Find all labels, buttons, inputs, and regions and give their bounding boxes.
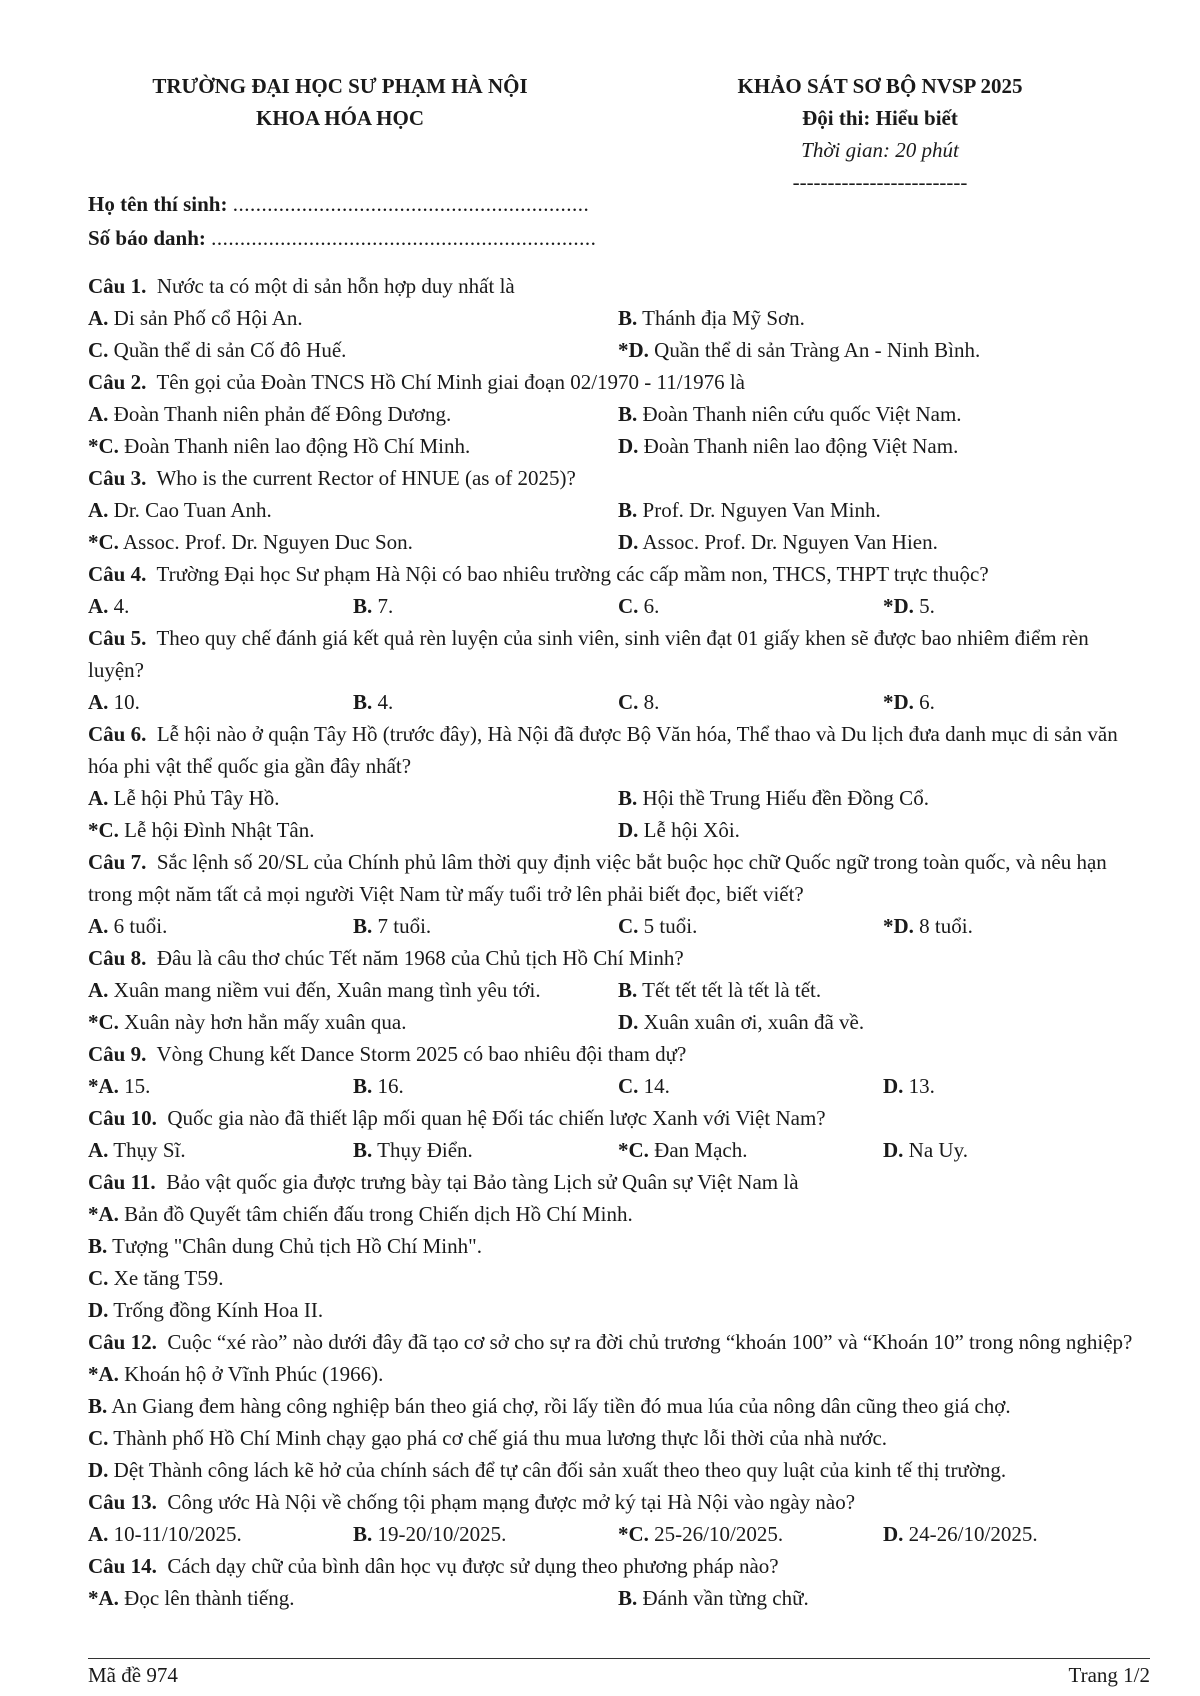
option-mark: A.: [88, 402, 109, 426]
option-text: Xuân này hơn hẳn mấy xuân qua.: [124, 1010, 407, 1034]
question-13: [88, 1486, 1148, 1550]
answer-option: [88, 1582, 618, 1614]
option-text: 7.: [377, 594, 394, 618]
question-stem: [88, 846, 1148, 910]
question-label: Câu 2.: [88, 370, 147, 394]
option-list: [88, 782, 1148, 846]
option-text: Đoàn Thanh niên lao động Hồ Chí Minh.: [124, 434, 471, 458]
answer-option: [618, 974, 1148, 1006]
option-text: Tượng "Chân dung Chủ tịch Hồ Chí Minh".: [112, 1234, 482, 1258]
option-text: 8 tuổi.: [919, 914, 973, 938]
question-text: Vòng Chung kết Dance Storm 2025 có bao nhiêu đội tham dự?: [156, 1042, 687, 1066]
question-label: Câu 4.: [88, 562, 147, 586]
answer-option: [883, 590, 1148, 622]
answer-option: [883, 910, 1148, 942]
option-list: [88, 1518, 1148, 1550]
question-text: Who is the current Rector of HNUE (as of 2025)?: [156, 466, 576, 490]
option-text: Đoàn Thanh niên cứu quốc Việt Nam.: [642, 402, 962, 426]
answer-option: [88, 430, 618, 462]
option-mark: C.: [88, 1266, 109, 1290]
candidate-id-blank: ...................................................................: [211, 226, 597, 250]
option-mark: A.: [88, 306, 109, 330]
candidate-name-label: Họ tên thí sinh:: [88, 192, 228, 216]
option-text: Đoàn Thanh niên phản đế Đông Dương.: [113, 402, 452, 426]
option-mark: D.: [88, 1458, 109, 1482]
question-label: Câu 10.: [88, 1106, 157, 1130]
answer-option: [353, 1070, 618, 1102]
answer-option: [88, 1454, 1148, 1486]
question-12: [88, 1326, 1148, 1486]
option-mark: A.: [88, 786, 109, 810]
option-mark: *C.: [618, 1138, 649, 1162]
answer-option: [88, 1294, 1148, 1326]
question-1: [88, 270, 1148, 366]
question-stem: [88, 270, 1148, 302]
question-label: Câu 14.: [88, 1554, 157, 1578]
option-mark: *C.: [88, 818, 119, 842]
option-mark: C.: [618, 1074, 639, 1098]
question-8: [88, 942, 1148, 1038]
option-text: 6 tuổi.: [113, 914, 168, 938]
answer-option: [353, 1518, 618, 1550]
option-mark: B.: [618, 1586, 638, 1610]
answer-option: [88, 814, 618, 846]
option-text: An Giang đem hàng công nghiệp bán theo giá chợ, rồi lấy tiền đó mua lúa của nông dân cũng theo giá chợ.: [111, 1394, 1011, 1418]
question-text: Tên gọi của Đoàn TNCS Hồ Chí Minh giai đoạn 02/1970 - 11/1976 là: [156, 370, 746, 394]
question-text: Bảo vật quốc gia được trưng bày tại Bảo tàng Lịch sử Quân sự Việt Nam là: [166, 1170, 799, 1194]
question-stem: [88, 1102, 1148, 1134]
option-mark: B.: [353, 594, 373, 618]
question-stem: [88, 1550, 1148, 1582]
option-text: 10.: [113, 690, 140, 714]
answer-option: [618, 1006, 1148, 1038]
question-text: Lễ hội nào ở quận Tây Hồ (trước đây), Hà Nội đã được Bộ Văn hóa, Thể thao và Du lịch đưa danh mục di sản văn hóa phi vật thể quốc gia gần đây nhất?: [88, 722, 1118, 778]
option-text: 25-26/10/2025.: [654, 1522, 784, 1546]
answer-option: [88, 334, 618, 366]
option-mark: B.: [353, 690, 373, 714]
time-limit: Thời gian: 20 phút: [801, 138, 959, 162]
footer-divider: [88, 1658, 1150, 1659]
answer-option: [353, 1134, 618, 1166]
option-text: 15.: [124, 1074, 151, 1098]
option-mark: B.: [88, 1394, 108, 1418]
answer-option: [88, 590, 353, 622]
question-text: Cách dạy chữ của bình dân học vụ được sử dụng theo phương pháp nào?: [167, 1554, 779, 1578]
option-mark: C.: [618, 914, 639, 938]
option-text: 6.: [643, 594, 660, 618]
option-list: [88, 398, 1148, 462]
option-mark: A.: [88, 690, 109, 714]
option-text: Xuân xuân ơi, xuân đã về.: [643, 1010, 865, 1034]
option-text: Dệt Thành công lách kẽ hở của chính sách để tự cân đối sản xuất theo theo quy luật của kinh tế thị trường.: [113, 1458, 1007, 1482]
question-3: [88, 462, 1148, 558]
answer-option: [88, 1518, 353, 1550]
answer-option: [618, 334, 1148, 366]
option-text: Thụy Sĩ.: [113, 1138, 186, 1162]
question-text: Nước ta có một di sản hỗn hợp duy nhất là: [156, 274, 515, 298]
option-mark: A.: [88, 1138, 109, 1162]
school-name: TRƯỜNG ĐẠI HỌC SƯ PHẠM HÀ NỘI: [152, 74, 528, 98]
question-stem: [88, 462, 1148, 494]
question-5: [88, 622, 1148, 718]
answer-option: [883, 686, 1148, 718]
question-14: [88, 1550, 1148, 1614]
option-text: Thành phố Hồ Chí Minh chạy gạo phá cơ chế giá thu mua lương thực lỗi thời của nhà nước.: [113, 1426, 888, 1450]
option-text: 4.: [113, 594, 130, 618]
option-text: 5 tuổi.: [643, 914, 698, 938]
option-list: [88, 1070, 1148, 1102]
option-text: 24-26/10/2025.: [908, 1522, 1038, 1546]
option-text: Na Uy.: [908, 1138, 968, 1162]
option-mark: C.: [88, 1426, 109, 1450]
answer-option: [618, 910, 883, 942]
answer-option: [618, 430, 1148, 462]
question-stem: [88, 622, 1148, 686]
question-list: [88, 270, 1148, 1614]
option-text: Assoc. Prof. Dr. Nguyen Van Hien.: [642, 530, 938, 554]
option-text: 13.: [908, 1074, 935, 1098]
header-right: [690, 70, 1070, 198]
option-mark: *A.: [88, 1362, 119, 1386]
option-mark: *C.: [88, 530, 119, 554]
option-mark: A.: [88, 1522, 109, 1546]
option-list: [88, 974, 1148, 1038]
answer-option: [618, 782, 1148, 814]
answer-option: [618, 1582, 1148, 1614]
question-label: Câu 11.: [88, 1170, 156, 1194]
answer-option: [353, 686, 618, 718]
answer-option: [618, 494, 1148, 526]
question-7: [88, 846, 1148, 942]
answer-option: [88, 398, 618, 430]
option-text: Thánh địa Mỹ Sơn.: [642, 306, 805, 330]
team-name: Đội thi: Hiểu biết: [802, 106, 958, 130]
option-mark: B.: [88, 1234, 108, 1258]
option-text: Đoàn Thanh niên lao động Việt Nam.: [643, 434, 959, 458]
option-text: Dr. Cao Tuan Anh.: [113, 498, 272, 522]
exam-code: Mã đề 974: [88, 1663, 178, 1687]
option-text: Xuân mang niềm vui đến, Xuân mang tình yêu tới.: [113, 978, 541, 1002]
candidate-name-field: [88, 192, 589, 217]
answer-option: [88, 1006, 618, 1038]
option-text: 14.: [643, 1074, 670, 1098]
option-text: Đọc lên thành tiếng.: [124, 1586, 295, 1610]
option-mark: D.: [618, 434, 639, 458]
option-mark: D.: [618, 818, 639, 842]
faculty-name: KHOA HÓA HỌC: [255, 106, 425, 130]
header-divider: -------------------------: [792, 170, 968, 194]
option-mark: *D.: [618, 338, 649, 362]
option-text: 6.: [919, 690, 935, 714]
option-mark: *A.: [88, 1202, 119, 1226]
question-label: Câu 5.: [88, 626, 147, 650]
option-mark: D.: [883, 1138, 904, 1162]
candidate-id-field: [88, 226, 596, 251]
answer-option: [88, 1390, 1148, 1422]
option-mark: B.: [618, 786, 638, 810]
option-mark: *D.: [883, 594, 914, 618]
question-10: [88, 1102, 1148, 1166]
question-label: Câu 1.: [88, 274, 147, 298]
question-text: Theo quy chế đánh giá kết quả rèn luyện của sinh viên, sinh viên đạt 01 giấy khen sẽ được bao nhiêm điểm rèn luyện?: [88, 626, 1089, 682]
option-list: [88, 302, 1148, 366]
option-mark: *C.: [618, 1522, 649, 1546]
option-mark: D.: [883, 1074, 904, 1098]
answer-option: [883, 1518, 1148, 1550]
answer-option: [88, 1262, 1148, 1294]
option-mark: B.: [618, 498, 638, 522]
option-mark: *A.: [88, 1586, 119, 1610]
question-text: Quốc gia nào đã thiết lập mối quan hệ Đối tác chiến lược Xanh với Việt Nam?: [167, 1106, 826, 1130]
page-number: Trang 1/2: [1068, 1663, 1150, 1687]
answer-option: [618, 686, 883, 718]
option-text: Assoc. Prof. Dr. Nguyen Duc Son.: [123, 530, 413, 554]
question-label: Câu 3.: [88, 466, 147, 490]
option-mark: B.: [618, 402, 638, 426]
option-mark: *A.: [88, 1074, 119, 1098]
option-mark: D.: [88, 1298, 109, 1322]
option-text: 8.: [643, 690, 660, 714]
option-mark: D.: [618, 1010, 639, 1034]
question-text: Sắc lệnh số 20/SL của Chính phủ lâm thời quy định việc bắt buộc học chữ Quốc ngữ trong toàn quốc, và nêu hạn trong một năm tất cả mọi người Việt Nam từ mấy tuổi trở lên phải biết đọc, biết viết?: [88, 850, 1107, 906]
question-label: Câu 6.: [88, 722, 147, 746]
question-label: Câu 9.: [88, 1042, 147, 1066]
option-text: Lễ hội Phủ Tây Hồ.: [113, 786, 280, 810]
option-text: 4.: [377, 690, 394, 714]
option-mark: *D.: [883, 690, 914, 714]
answer-option: [88, 686, 353, 718]
option-text: Lễ hội Xôi.: [643, 818, 740, 842]
option-list: [88, 590, 1148, 622]
option-list: [88, 494, 1148, 558]
option-mark: C.: [88, 338, 109, 362]
option-text: 10-11/10/2025.: [113, 1522, 242, 1546]
option-text: Hội thề Trung Hiếu đền Đồng Cổ.: [642, 786, 929, 810]
answer-option: [353, 590, 618, 622]
question-stem: [88, 1486, 1148, 1518]
option-text: Trống đồng Kính Hoa II.: [113, 1298, 324, 1322]
answer-option: [618, 590, 883, 622]
candidate-name-blank: ..............................................................: [232, 192, 590, 216]
question-label: Câu 13.: [88, 1490, 157, 1514]
option-text: Lễ hội Đình Nhật Tân.: [124, 818, 315, 842]
option-mark: B.: [353, 1074, 373, 1098]
option-list: [88, 1582, 1148, 1614]
answer-option: [88, 1422, 1148, 1454]
answer-option: [88, 1358, 1148, 1390]
option-mark: B.: [618, 978, 638, 1002]
option-mark: A.: [88, 914, 109, 938]
question-text: Cuộc “xé rào” nào dưới đây đã tạo cơ sở cho sự ra đời chủ trương “khoán 100” và “Khoán 10” trong nông nghiệp?: [167, 1330, 1133, 1354]
option-text: Quần thể di sản Cố đô Huế.: [113, 338, 347, 362]
option-mark: C.: [618, 594, 639, 618]
question-stem: [88, 366, 1148, 398]
option-mark: *C.: [88, 434, 119, 458]
question-text: Công ước Hà Nội về chống tội phạm mạng được mở ký tại Hà Nội vào ngày nào?: [167, 1490, 856, 1514]
answer-option: [88, 974, 618, 1006]
option-text: Tết tết tết là tết là tết.: [642, 978, 822, 1002]
option-text: Đánh vần từng chữ.: [642, 1586, 809, 1610]
answer-option: [618, 1134, 883, 1166]
option-mark: B.: [353, 1522, 373, 1546]
question-6: [88, 718, 1148, 846]
answer-option: [88, 1134, 353, 1166]
option-text: Xe tăng T59.: [113, 1266, 224, 1290]
question-2: [88, 366, 1148, 462]
question-11: [88, 1166, 1148, 1326]
option-mark: *C.: [88, 1010, 119, 1034]
question-stem: [88, 558, 1148, 590]
option-mark: B.: [618, 306, 638, 330]
answer-option: [883, 1134, 1148, 1166]
option-list: [88, 1358, 1148, 1486]
question-stem: [88, 1166, 1148, 1198]
answer-option: [88, 910, 353, 942]
question-stem: [88, 1038, 1148, 1070]
option-mark: C.: [618, 690, 639, 714]
option-text: 16.: [377, 1074, 404, 1098]
answer-option: [618, 814, 1148, 846]
option-text: 7 tuổi.: [377, 914, 432, 938]
question-4: [88, 558, 1148, 622]
option-mark: *D.: [883, 914, 914, 938]
option-list: [88, 910, 1148, 942]
answer-option: [88, 782, 618, 814]
answer-option: [883, 1070, 1148, 1102]
answer-option: [88, 1230, 1148, 1262]
option-list: [88, 686, 1148, 718]
answer-option: [618, 302, 1148, 334]
option-text: 5.: [919, 594, 935, 618]
option-list: [88, 1198, 1148, 1326]
option-text: Prof. Dr. Nguyen Van Minh.: [642, 498, 881, 522]
option-mark: A.: [88, 594, 109, 618]
question-label: Câu 12.: [88, 1330, 157, 1354]
exam-title: KHẢO SÁT SƠ BỘ NVSP 2025: [737, 74, 1023, 98]
option-list: [88, 1134, 1148, 1166]
option-mark: D.: [883, 1522, 904, 1546]
answer-option: [88, 1070, 353, 1102]
option-text: Đan Mạch.: [654, 1138, 748, 1162]
question-stem: [88, 942, 1148, 974]
option-text: Quần thể di sản Tràng An - Ninh Bình.: [654, 338, 981, 362]
answer-option: [353, 910, 618, 942]
candidate-id-label: Số báo danh:: [88, 226, 206, 250]
header-left: [90, 70, 590, 134]
question-label: Câu 8.: [88, 946, 147, 970]
question-stem: [88, 718, 1148, 782]
option-mark: A.: [88, 978, 109, 1002]
question-label: Câu 7.: [88, 850, 147, 874]
option-mark: D.: [618, 530, 639, 554]
option-text: Thụy Điển.: [377, 1138, 473, 1162]
question-text: Đâu là câu thơ chúc Tết năm 1968 của Chủ tịch Hồ Chí Minh?: [156, 946, 684, 970]
question-text: Trường Đại học Sư phạm Hà Nội có bao nhiêu trường các cấp mầm non, THCS, THPT trực thuộc?: [156, 562, 989, 586]
answer-option: [88, 1198, 1148, 1230]
option-mark: B.: [353, 914, 373, 938]
answer-option: [618, 1070, 883, 1102]
option-text: Khoán hộ ở Vĩnh Phúc (1966).: [124, 1362, 384, 1386]
question-stem: [88, 1326, 1148, 1358]
question-9: [88, 1038, 1148, 1102]
option-text: 19-20/10/2025.: [377, 1522, 507, 1546]
option-text: Bản đồ Quyết tâm chiến đấu trong Chiến dịch Hồ Chí Minh.: [124, 1202, 633, 1226]
option-mark: B.: [353, 1138, 373, 1162]
answer-option: [88, 494, 618, 526]
answer-option: [88, 526, 618, 558]
answer-option: [618, 526, 1148, 558]
answer-option: [618, 1518, 883, 1550]
answer-option: [618, 398, 1148, 430]
option-text: Di sản Phố cổ Hội An.: [113, 306, 303, 330]
option-mark: A.: [88, 498, 109, 522]
answer-option: [88, 302, 618, 334]
